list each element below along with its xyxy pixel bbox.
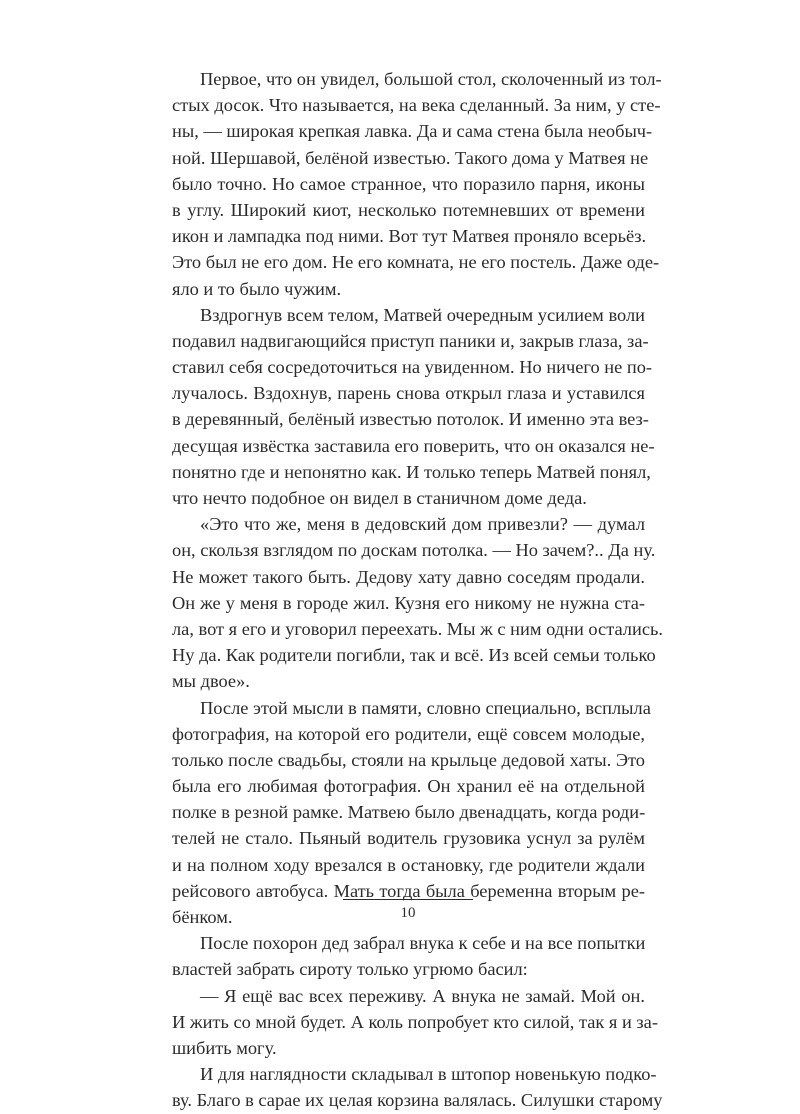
text-line: И для наглядности складывал в штопор новенькую подко- <box>200 1064 657 1085</box>
text-line: полке в резной рамке. Матвею было двенадцать, когда роди- <box>172 802 646 823</box>
text-line: только после свадьбы, стояли на крыльце дедовой хаты. Это <box>172 749 645 770</box>
text-line: в деревянный, белёный известью потолок. И именно эта вез- <box>172 409 649 430</box>
text-line: шибить могу. <box>172 1037 277 1058</box>
text-line: он, скользя взглядом по доскам потолка. — Но зачем?.. Да ну. <box>172 540 656 561</box>
text-line: было точно. Но самое странное, что поразило парня, иконы <box>172 173 645 194</box>
text-line: ла, вот я его и уговорил переехать. Мы ж с ним одни остались. <box>172 618 663 639</box>
text-line: лучалось. Вздохнув, парень снова открыл глаза и уставился <box>172 383 645 404</box>
page-text <box>172 66 663 1114</box>
text-line: Это был не его дом. Не его комната, не его постель. Даже оде- <box>172 252 660 273</box>
text-line: понятно где и непонятно как. И только теперь Матвей понял, <box>172 461 651 482</box>
text-line: икон и лампадка под ними. Вот тут Матвея проняло всерьёз. <box>172 226 647 247</box>
text-line: Он же у меня в городе жил. Кузня его никому не нужна ста- <box>172 592 645 613</box>
text-line: ставил себя сосредоточиться на увиденном. Но ничего не по- <box>172 357 653 378</box>
footer-rule <box>343 899 473 900</box>
page-number: 10 <box>400 905 416 921</box>
text-line: рейсового автобуса. Мать тогда была беременна вторым ре- <box>172 880 645 901</box>
text-line: После похорон дед забрал внука к себе и на все попытки <box>200 933 646 954</box>
text-line: «Это что же, меня в дедовский дом привезли? — думал <box>200 514 645 535</box>
text-line: и на полном ходу врезался в остановку, где родители ждали <box>172 854 645 875</box>
text-line: яло и то было чужим. <box>172 278 342 299</box>
text-line: что нечто подобное он видел в станичном доме деда. <box>172 488 587 508</box>
text-line: мы двое». <box>172 671 250 692</box>
text-line: подавил надвигающийся приступ паники и, закрыв глаза, за- <box>172 330 649 351</box>
text-line: — Я ещё вас всех переживу. А внука не замай. Мой он. <box>200 985 645 1006</box>
text-line: ву. Благо в сарае их целая корзина валялась. Силушки старому <box>172 1090 663 1111</box>
text-line: Не может такого быть. Дедову хату давно соседям продали. <box>172 566 645 587</box>
text-line: бёнком. <box>172 907 233 927</box>
text-line: была его любимая фотография. Он хранил её на отдельной <box>172 776 645 797</box>
text-line: Первое, что он увидел, большой стол, сколоченный из тол- <box>200 69 662 89</box>
text-line: Вздрогнув всем телом, Матвей очередным усилием воли <box>200 304 645 325</box>
text-line: телей не стало. Пьяный водитель грузовика уснул за рулём <box>172 828 645 849</box>
text-line: фотография, на которой его родители, ещё совсем молодые, <box>172 723 645 744</box>
text-line: ны, — широкая крепкая лавка. Да и сама стена была необыч- <box>172 121 653 142</box>
text-line: десущая извёстка заставила его поверить, что он оказался не- <box>172 435 655 456</box>
text-line: стых досок. Что называется, на века сделанный. За ним, у сте- <box>172 95 661 116</box>
text-line: ной. Шершавой, белёной известью. Такого дома у Матвея не <box>172 147 649 168</box>
text-line: властей забрать сироту только угрюмо басил: <box>172 959 528 980</box>
text-line: И жить со мной будет. А коль попробует кто силой, так я и за- <box>172 1011 658 1032</box>
text-line: в углу. Широкий киот, несколько потемневших от времени <box>172 199 645 220</box>
text-line: После этой мысли в памяти, словно специально, всплыла <box>200 697 651 718</box>
text-line: Ну да. Как родители погибли, так и всё. Из всей семьи только <box>172 645 656 666</box>
